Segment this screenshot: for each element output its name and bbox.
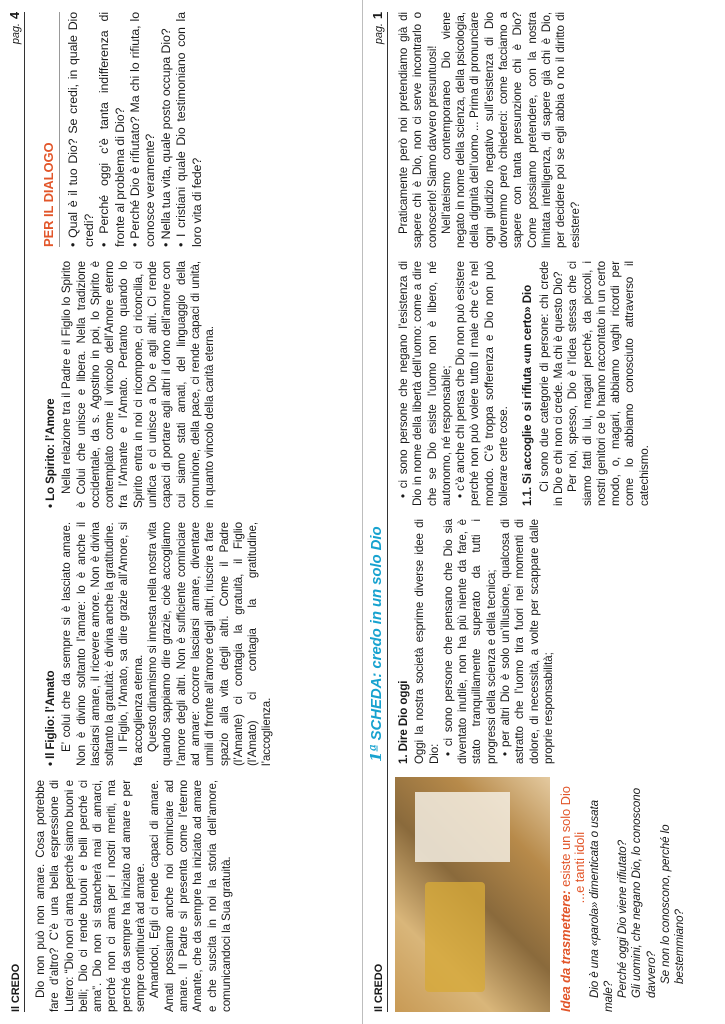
page-4-column-2 bbox=[34, 522, 275, 766]
page-1 bbox=[367, 12, 716, 1012]
dialog-question: • Qual è il tuo Dio? Se credi, in quale Dio credi? bbox=[66, 12, 97, 247]
figlio-heading: • Il Figlio: l’Amato bbox=[44, 670, 57, 766]
paragraph: E’ colui che da sempre si è lasciato amare. Non è divino soltanto l’amare: lo è anche il lasciarsi amare, il ricevere amore. Non è divina soltanto la gratuità: è divina anche la gratitudine. bbox=[60, 522, 117, 766]
dialog-question: • I cristiani quale Dio testimoniano con la loro vita di fede? bbox=[174, 12, 205, 247]
page-1-running-head bbox=[367, 12, 388, 1012]
page-4 bbox=[8, 12, 353, 1012]
illustration-image bbox=[395, 777, 550, 1012]
page-4-frame bbox=[0, 0, 362, 1024]
paragraph: Ci sono due categorie di persone: chi crede in Dio e chi non ci crede. Ma chi è questo Dio? bbox=[537, 261, 565, 506]
tent-shape bbox=[415, 792, 510, 862]
intro-question: Gli uomini, che negano Dio, lo conoscono davvero? bbox=[630, 788, 658, 998]
page-1-column-3 bbox=[397, 261, 652, 506]
scheda-title: 1ª SCHEDA: credo in un solo Dio bbox=[367, 526, 385, 762]
page-4-number: pag.4 bbox=[7, 12, 22, 45]
intro-question: Dio è una «parola» dimenticata o usata male? bbox=[587, 800, 615, 1012]
page-4-running-head bbox=[8, 12, 25, 1012]
page-4-column-4 bbox=[34, 12, 205, 247]
paragraph: Amandoci, Egli ci rende capaci di amare. Amati possiamo anche noi cominciare ad amare. Il Padre si presenta come l’eterno Amante, che da sempre ha iniziato ad amare e che suscita in noi la storia dell’amore, comunicandoci la Sua gratuità. bbox=[148, 780, 233, 1012]
intro-question: Se non lo conoscono, perché lo bestemmiano? bbox=[659, 824, 687, 984]
paragraph: Nell’ateismo contemporaneo Dio viene negato in nome della scienza, della psicologia, della dignità dell’uomo ... Prima di pronunciare ogni giudizio negativo sull’esistenza di Dio dovremmo però chiederci: come facciamo a sapere con tanta presunzione chi è Dio? Come possiamo pretendere, con la nostra limitata intelligenza, di sapere già chi è Dio, per decidere poi se egli abbia o no il diritto di esistere? bbox=[439, 12, 582, 248]
dialog-question: • Nella tua vita, quale posto occupa Dio? bbox=[159, 12, 174, 247]
page-1-frame bbox=[363, 0, 725, 1024]
paragraph: Per noi, spesso, Dio è l’idea stessa che ci siamo fatti di lui, magari perché, da piccoli, i nostri genitori ce lo hanno raccontato in un certo modo, o, magari, abbiamo vaghi ricordi per come lo abbiamo conosciuto attraverso il catechismo. bbox=[566, 261, 651, 506]
paragraph: Questo dinamismo si innesta nella nostra vita quando sappiamo dire grazie, cioè accogliamo l’amore degli altri. Non è sufficiente cominciare ad amare: occorre lasciarsi amare, diventare umili di fronte all’amore degli altri, riuscire a fare spazio alla vita degli altri. Come il Padre (l’Amante) ci contagia la gratuità, il Figlio (l’Amato) ci contagia la gratitudine, l’accoglienza. bbox=[146, 522, 274, 766]
paragraph: • ci sono persone che negano l’esistenza di Dio in nome della libertà dell’uomo: come a dire che se Dio esiste l’uomo non è libero, né autonomo, né responsabile; bbox=[397, 261, 453, 506]
dialog-question: • Perché oggi c’è tanta indifferenza di fronte al problema di Dio? bbox=[97, 12, 128, 247]
intro-block bbox=[559, 777, 688, 1012]
page-4-column-3 bbox=[34, 261, 218, 508]
dialog-title: PER IL DIALOGO bbox=[42, 12, 60, 247]
dire-dio-heading: 1. Dire Dio oggi bbox=[397, 680, 410, 764]
paragraph: Dio non può non amare. Cosa potrebbe fare d’altro? C’è una bella espressione di Lutero: “Dio non ci ama perché siamo buoni e belli; Dio ci rende buoni e belli perché ci ama”. Dio non si stancherà mai di amarci, perché non ci ama per i nostri meriti, ma perché da sempre ha iniziato ad amare e per sempre continuerà ad amare. bbox=[34, 780, 148, 1012]
paragraph: • ci sono persone che pensano che Dio sia diventato inutile, non ha più niente da fare, è stato tranquillamente superato da tutti i progressi della scienza e della tecnica; bbox=[441, 519, 498, 764]
paragraph: Nella relazione tra il Padre e il Figlio lo Spirito è Colui che unisce e libera. Nella tradizione occidentale, da s. Agostino in poi, lo Spirito è contemplato come il vincolo dell’Amore eterno fra l’Amante e l’Amato. Pertanto quando lo Spirito entra in noi ci ricompone, ci riconcilia, ci unifica e ci unisce a Dio e agli altri. Ci rende capaci di portare agli altri il dono dell’amore con cui siamo stati amati, del linguaggio della comunione, della pace, ci rende capaci di unità, in quanto vincolo della carità eterna. bbox=[60, 261, 217, 508]
paragraph: Oggi la nostra società esprime diverse idee di Dio: bbox=[413, 519, 441, 764]
dialog-question: • Perché Dio è rifiutato? Ma chi lo rifiuta, lo conosce veramente? bbox=[128, 12, 159, 247]
paragraph: • per altri Dio è solo un’illusione, qualcosa di astratto che l’uomo tira fuori nei momenti di dolore, di necessità, a volte per scappare dalle proprie responsabilità; bbox=[499, 519, 555, 764]
intro-question: Perché oggi Dio viene rifiutato? bbox=[616, 840, 630, 998]
page-4-column-1 bbox=[34, 780, 234, 1012]
paragraph: Praticamente però noi pretendiamo già di sapere chi è Dio, non ci serve incontrarlo o conoscerlo! Siamo davvero presuntuosi! bbox=[397, 12, 439, 248]
spirito-heading: • Lo Spirito: l’Amore bbox=[44, 398, 57, 508]
page-4-header-left: Il CREDO bbox=[10, 963, 22, 1012]
page-1-column-2 bbox=[397, 519, 556, 764]
idea-heading: Idea da trasmettere: esiste un solo Dio bbox=[558, 786, 573, 1012]
dialog-question-list bbox=[66, 12, 205, 247]
golden-calf-shape bbox=[425, 882, 485, 992]
page-1-header-left: Il CREDO bbox=[373, 963, 385, 1012]
paragraph: Il Figlio, l’Amato, sa dire grazie all’Amore, si fa accoglienza eterna. bbox=[117, 522, 145, 766]
idea-subheading: ...e tanti idoli bbox=[572, 832, 588, 904]
page-1-number: pag.1 bbox=[370, 12, 385, 45]
page-1-column-4 bbox=[397, 12, 583, 248]
paragraph: • c’è anche chi pensa che Dio non può esistere perché non può volere tutto il male che c’è nel mondo. C’è troppa sofferenza e Dio non può tollerare certe cose. bbox=[454, 261, 511, 506]
accoglie-heading: 1.1. Si accoglie o si rifiuta «un certo» Dio bbox=[521, 284, 535, 506]
